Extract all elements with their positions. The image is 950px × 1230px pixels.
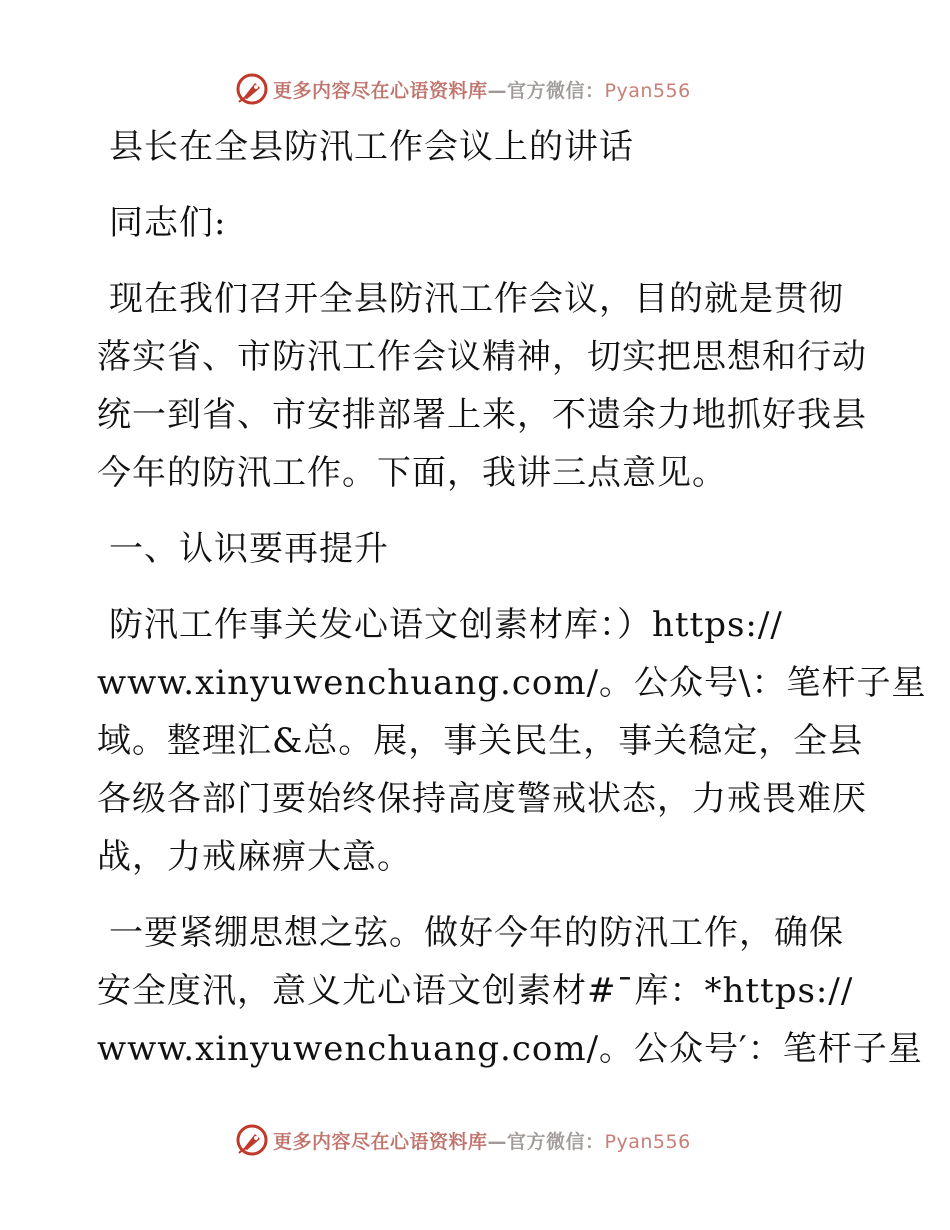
paragraph-line: 今年的防汛工作。下面，我讲三点意见。 — [97, 453, 727, 493]
pen-nib-logo-icon — [235, 1123, 269, 1157]
banner-text: 更多内容尽在心语资料库—官方微信：Pyan556 — [273, 79, 691, 102]
paragraph-line: 战，力戒麻痹大意。 — [97, 837, 412, 877]
paragraph-line: 域。整理汇&总。展，事关民生，事关稳定，全县 — [97, 721, 864, 761]
salutation: 同志们: — [109, 203, 227, 243]
paragraph-line: 安全度汛，意义尤心语文创素材#¯库：*https:// — [97, 971, 854, 1011]
paragraph-3 — [97, 904, 923, 1078]
paragraph-line: www.xinyuwenchuang.com/。公众号′：笔杆子星 — [97, 1029, 923, 1069]
section-heading-1: 一、认识要再提升 — [109, 529, 389, 569]
paragraph-line: 防汛工作事关发心语文创素材库：）https:// — [109, 605, 783, 645]
paragraph-line: 一要紧绷思想之弦。做好今年的防汛工作，确保 — [109, 913, 844, 953]
header-watermark-banner — [235, 70, 691, 108]
footer-watermark-banner — [235, 1121, 691, 1159]
pen-nib-logo-icon — [235, 72, 269, 106]
paragraph-line: 落实省、市防汛工作会议精神，切实把思想和行动 — [97, 337, 867, 377]
document-title: 县长在全县防汛工作会议上的讲话 — [109, 127, 634, 167]
paragraph-2 — [97, 596, 927, 886]
banner-text: 更多内容尽在心语资料库—官方微信：Pyan556 — [273, 1130, 691, 1153]
document-body — [97, 118, 927, 1078]
paragraph-line: 各级各部门要始终保持高度警戒状态，力戒畏难厌 — [97, 779, 867, 819]
paragraph-line: 现在我们召开全县防汛工作会议，目的就是贯彻 — [109, 279, 844, 319]
paragraph-line: 统一到省、市安排部署上来，不遗余力地抓好我县 — [97, 395, 867, 435]
paragraph-line: www.xinyuwenchuang.com/。公众号\：笔杆子星 — [97, 663, 927, 703]
paragraph-1 — [97, 270, 867, 502]
